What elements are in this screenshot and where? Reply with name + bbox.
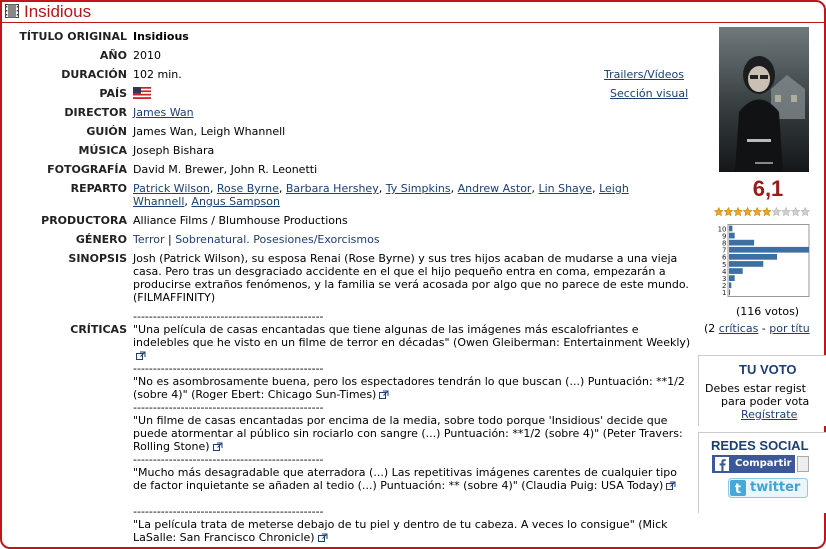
title-bar	[2, 2, 824, 23]
vote-line1: Debes estar regist	[705, 382, 806, 395]
votes-count: (116 votos)	[736, 305, 800, 318]
field-label: GUIÓN	[86, 125, 127, 138]
critics-prefix: (2	[704, 322, 719, 335]
duration-value: 102 min.	[133, 68, 182, 81]
usa-flag-icon	[133, 87, 151, 99]
histogram-label: 10	[718, 225, 727, 234]
histogram-label: 2	[722, 282, 727, 291]
review-separator: ------------------------------------------------	[133, 453, 324, 466]
field-label: DIRECTOR	[64, 106, 127, 119]
field-label: TÍTULO ORIGINAL	[19, 30, 127, 43]
share-count-icon	[797, 456, 809, 472]
trailers-link[interactable]: Trailers/Vídeos	[604, 68, 684, 81]
photography-value: David M. Brewer, John R. Leonetti	[133, 163, 318, 176]
star-filled-icon	[762, 207, 771, 215]
histogram-label: 3	[722, 275, 727, 283]
genre-separator: |	[167, 233, 172, 246]
histogram-frame	[728, 225, 809, 297]
field-label: REPARTO	[70, 182, 127, 195]
review-item	[133, 466, 693, 492]
star-filled-icon	[743, 207, 752, 215]
external-link-icon[interactable]	[379, 390, 389, 399]
histogram-bar	[729, 247, 809, 253]
vote-line2: para poder vota	[721, 395, 810, 408]
star-filled-icon	[714, 207, 723, 215]
cast-link[interactable]: Andrew Astor	[457, 182, 532, 195]
review-separator: ------------------------------------------------	[133, 362, 324, 375]
external-link-icon[interactable]	[666, 481, 676, 490]
histogram-bar	[729, 233, 735, 239]
histogram-label: 9	[722, 232, 727, 241]
field-label: AÑO	[99, 49, 127, 62]
review-text: "No es asombrosamente buena, pero los espectadores tendrán lo que buscan (...) Puntuación: **1/2 (sobre 4)" (Roger Ebert: Chicago Sun-Times)	[133, 375, 685, 401]
review-item	[133, 375, 693, 401]
critics-by-link[interactable]: por títu	[769, 322, 810, 335]
register-link[interactable]: Regístrate	[741, 408, 798, 421]
field-label: DURACIÓN	[61, 68, 127, 81]
review-separator: ------------------------------------------------	[133, 310, 324, 323]
histogram-label: 1	[722, 289, 727, 298]
rating-value: 6,1	[752, 176, 784, 201]
histogram-bar	[729, 282, 731, 288]
critics-mid: -	[758, 322, 770, 335]
director-link[interactable]: James Wan	[133, 106, 194, 119]
synopsis-value: Josh (Patrick Wilson), su esposa Renai (Rose Byrne) y sus tres hijos acaban de mudarse a una vieja casa. Pero tras un desgraciado accidente en el que el hijo pequeño entra en coma, empezarán a producirse extraños fenómenos, y la familia se verá acosada por algo que no parece de este mundo. (FILMAFFINITY)	[133, 252, 689, 304]
field-label: SINOPSIS	[68, 252, 127, 265]
cast-link[interactable]: Angus Sampson	[191, 195, 280, 208]
genre-link[interactable]: Terror	[133, 233, 165, 246]
vote-title: TU VOTO	[739, 362, 797, 377]
social-title: REDES SOCIAL	[711, 438, 809, 453]
field-label: CRÍTICAS	[70, 323, 127, 336]
critics-line	[704, 322, 810, 335]
svg-text:t: t	[734, 482, 742, 497]
review-separator: ------------------------------------------------	[133, 505, 324, 518]
star-filled-icon	[724, 207, 733, 215]
music-value: Joseph Bishara	[133, 144, 215, 157]
review-text: "Una película de casas encantadas que tiene algunas de las imágenes más escalofriantes e indelebles que he visto en un filme de terror en décadas" (Owen Gleiberman: Entertainment Weekly)	[133, 323, 691, 349]
critics-link[interactable]: críticas	[718, 322, 759, 335]
star-empty-icon	[791, 207, 800, 215]
histogram-bar	[729, 290, 730, 296]
cast-link[interactable]: Rose Byrne	[216, 182, 279, 195]
country-value	[133, 87, 693, 101]
field-label: GÉNERO	[75, 233, 127, 246]
cast-link[interactable]: Ty Simpkins	[385, 182, 451, 195]
histogram-bar	[729, 268, 743, 274]
rating-stars	[714, 206, 810, 218]
histogram-bar	[729, 240, 754, 246]
histogram-bar	[729, 261, 763, 267]
field-label: MÚSICA	[78, 144, 127, 157]
cast-link[interactable]: Patrick Wilson	[133, 182, 210, 195]
histogram-label: 8	[722, 239, 727, 248]
cast-link[interactable]: Leigh Whannell	[133, 182, 629, 208]
field-label: PAÍS	[99, 87, 127, 100]
histogram-bar	[729, 275, 735, 281]
review-item	[133, 518, 693, 544]
review-text: "Un filme de casas encantadas por encima de la media, sobre todo porque 'Insidious' decide que puede atormentar al público sin rociarlo con sangre (...) Puntuación: **1/2 (sobre 4)" (Peter Travers: Rolling Stone)	[133, 414, 683, 453]
cast-link[interactable]: Lin Shaye	[538, 182, 593, 195]
facebook-label: Compartir	[735, 458, 792, 469]
rating-histogram	[718, 224, 810, 298]
twitter-label: twitter	[750, 480, 801, 495]
screenplay-value: James Wan, Leigh Whannell	[133, 125, 286, 138]
producer-value: Alliance Films / Blumhouse Productions	[133, 214, 348, 227]
field-label: PRODUCTORA	[41, 214, 127, 227]
year-value: 2010	[133, 49, 161, 62]
star-empty-icon	[801, 207, 810, 215]
poster-art	[719, 27, 809, 172]
histogram-label: 5	[722, 260, 727, 269]
review-item	[133, 414, 693, 453]
page-title: Insidious	[24, 2, 92, 21]
star-filled-icon	[734, 207, 743, 215]
subgenre-link[interactable]: Sobrenatural. Posesiones/Exorcismos	[175, 233, 380, 246]
review-text: "La película trata de meterse debajo de tu piel y dentro de tu cabeza. A veces lo consigue" (Mick LaSalle: San Francisco Chronicle)	[133, 518, 668, 544]
facebook-icon	[715, 457, 729, 471]
vote-box	[698, 355, 826, 426]
histogram-label: 4	[722, 267, 727, 276]
cast-link[interactable]: Barbara Hershey	[285, 182, 379, 195]
field-label: FOTOGRAFÍA	[47, 163, 127, 176]
histogram-bar	[729, 226, 732, 232]
movie-poster[interactable]	[719, 27, 809, 172]
original-title-value: Insidious	[133, 30, 189, 43]
star-empty-icon	[772, 207, 781, 215]
review-separator: ------------------------------------------------	[133, 401, 324, 414]
review-text: "Mucho más desagradable que aterradora (...) Las repetitivas imágenes carentes de cualquier tipo de factor inquietante se añaden al tedio (...) Puntuación: ** (sobre 4)" (Claudia Puig: USA Today)	[133, 466, 678, 492]
histogram-label: 6	[722, 253, 727, 262]
twitter-share-button[interactable]	[728, 478, 808, 498]
histogram-label: 7	[722, 246, 727, 255]
review-item	[133, 323, 693, 362]
external-link-icon[interactable]	[318, 533, 328, 542]
visual-section-link[interactable]: Sección visual	[610, 87, 689, 100]
histogram-bar	[729, 254, 777, 260]
external-link-icon[interactable]	[213, 442, 223, 451]
facebook-share-button[interactable]	[712, 455, 795, 473]
film-icon	[5, 4, 19, 18]
external-link-icon[interactable]	[136, 351, 146, 360]
star-filled-icon	[753, 207, 762, 215]
star-empty-icon	[782, 207, 791, 215]
